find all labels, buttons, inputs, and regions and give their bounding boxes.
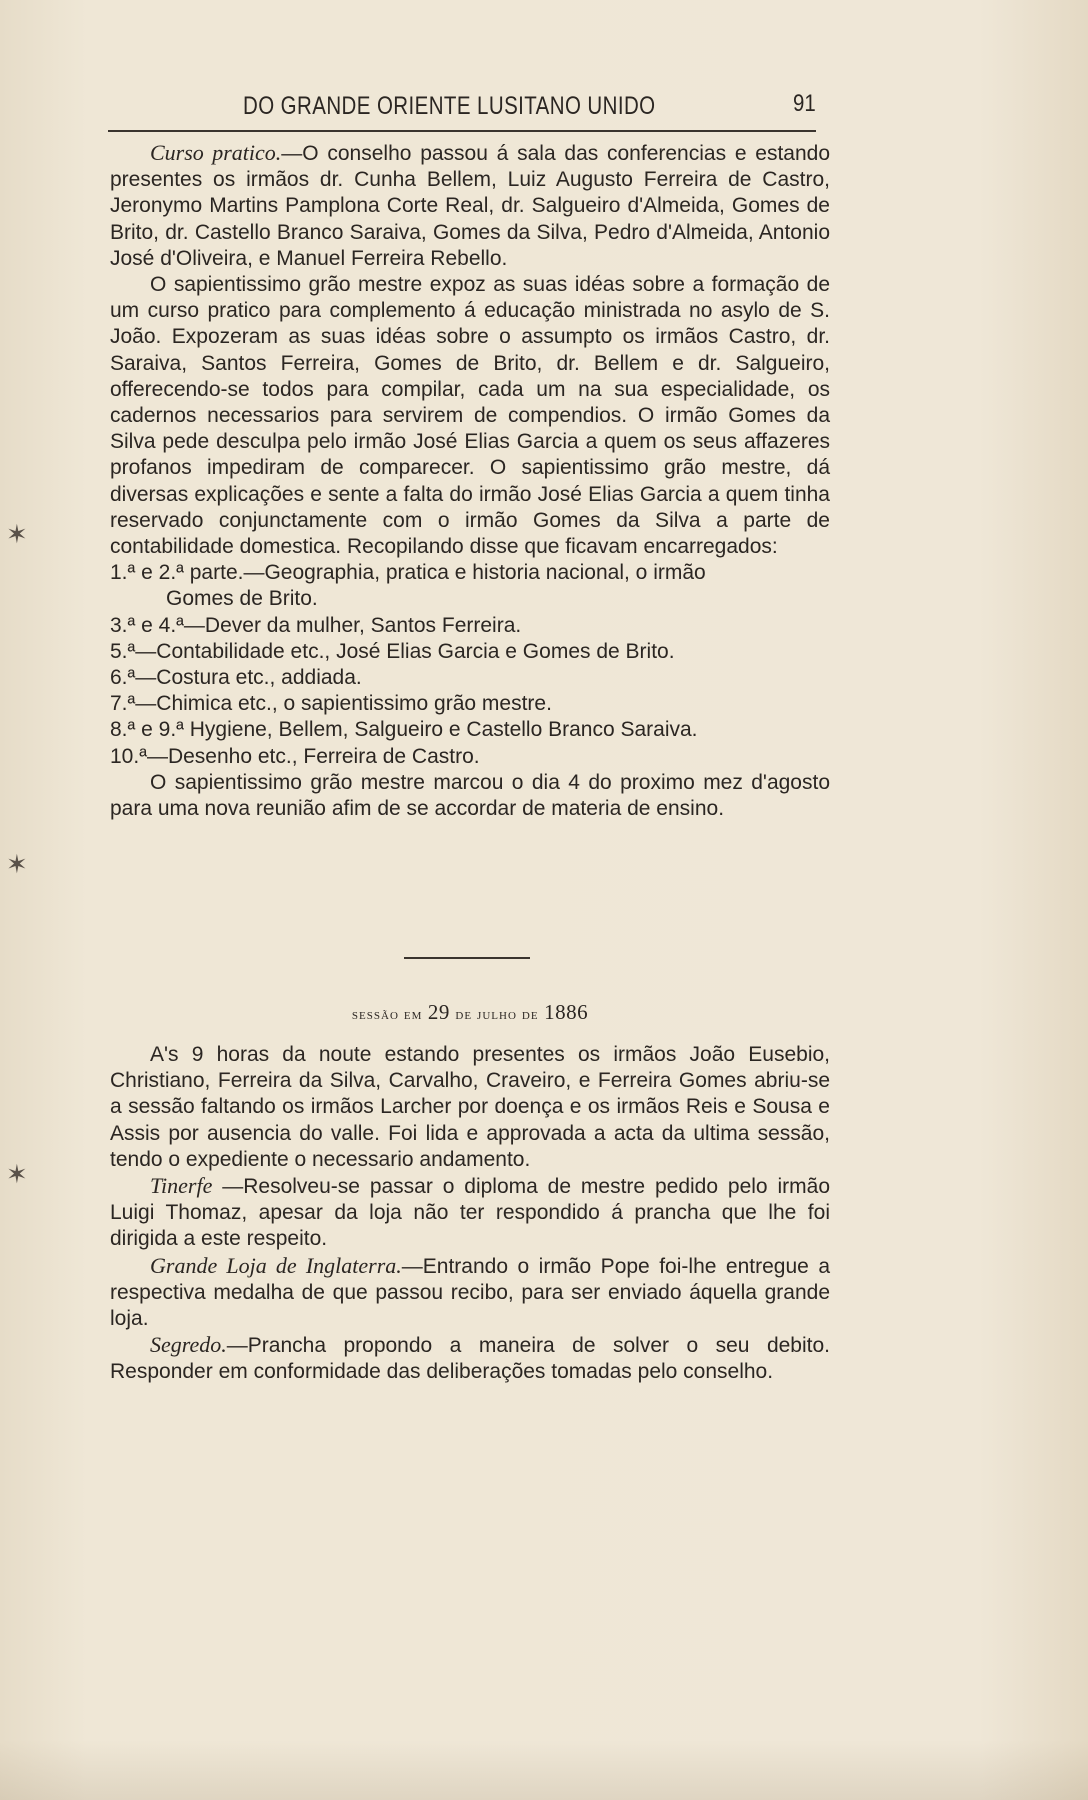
list-item-continuation: Gomes de Brito. — [166, 587, 318, 611]
list-item: 1.ª e 2.ª parte.—Geographia, pratica e historia nacional, o irmão — [110, 561, 706, 585]
session-heading — [110, 1000, 830, 1025]
paragraph — [110, 140, 830, 272]
list-item: 3.ª e 4.ª—Dever da mulher, Santos Ferreira. — [110, 613, 522, 637]
paragraph-title: Segredo. — [150, 1332, 227, 1358]
paragraph — [110, 1332, 830, 1385]
paragraph-title: Grande Loja de Inglaterra. — [150, 1252, 402, 1278]
page-number: 91 — [793, 90, 816, 117]
session-heading-part: sessão em — [351, 1006, 423, 1023]
list-item: 8.ª e 9.ª Hygiene, Bellem, Salgueiro e Castello Branco Saraiva. — [110, 718, 698, 742]
page-header — [108, 90, 816, 132]
paragraph: O sapientissimo grão mestre marcou o dia 4 do proximo mez d'agosto para uma nova reunião afim de se accordar de materia de ensino. — [110, 770, 830, 821]
paragraph: A's 9 horas da noute estando presentes os irmãos João Eusebio, Christiano, Ferreira da Silva, Carvalho, Craveiro, e Ferreira Gomes abriu-se a sessão faltando os irmãos Larcher por doença e os irmãos Reis e Sousa e Assis por ausencia do valle. Foi lida e approvada a acta da ultima sessão, tendo o expediente o necessario andamento. — [110, 1043, 830, 1171]
paragraph: O sapientissimo grão mestre expoz as suas idéas sobre a formação de um curso pratico para complemento á educação ministrada no asylo de S. João. Expozeram as suas idéas sobre o assumpto os irmãos Castro, dr. Saraiva, Santos Ferreira, Gomes de Brito, dr. Bellem e dr. Salgueiro, offerecendo-se todos para compilar, cada um na sua especialidade, os cadernos necessarios para servirem de compendios. O irmão Gomes da Silva pede desculpa pelo irmão José Elias Garcia a quem os seus affazeres profanos impediram de comparecer. O sapientissimo grão mestre, dá diversas explicações e sente a falta do irmão José Elias Garcia a quem tinha reservado conjunctamente com o irmão Gomes da Silva a parte de contabilidade domestica. Recopilando disse que ficavam encarregados: — [110, 273, 830, 559]
session-heading-part: de julho de — [455, 1006, 539, 1023]
paragraph-title: Curso pratico. — [150, 140, 282, 165]
paragraph-text: —Prancha propondo a maneira de solver o seu debito. Responder em conformidade das deliberações tomadas pelo conselho. — [110, 1334, 830, 1384]
binding-mark: ✶ — [6, 1160, 28, 1190]
assignment-list — [110, 560, 830, 770]
session-year: 1886 — [544, 1000, 589, 1024]
paragraph — [110, 1173, 830, 1253]
paragraph-text: —O conselho passou á sala das conferencias e estando presentes os irmãos dr. Cunha Bellem, Luiz Augusto Ferreira de Castro, Jeronymo Martins Pamplona Corte Real, dr. Salgueiro d'Almeida, Gomes de Brito, dr. Castello Branco Saraiva, Gomes da Silva, Pedro d'Almeida, Antonio José d'Oliveira, e Manuel Ferreira Rebello. — [110, 142, 830, 270]
running-head: DO GRANDE ORIENTE LUSITANO UNIDO — [243, 92, 656, 120]
section-curso-pratico — [110, 140, 830, 822]
binding-mark: ✶ — [6, 520, 28, 550]
paragraph — [110, 1253, 830, 1333]
section-divider — [404, 957, 530, 959]
list-item: 5.ª—Contabilidade etc., José Elias Garcia e Gomes de Brito. — [110, 639, 675, 663]
list-item: 10.ª—Desenho etc., Ferreira de Castro. — [110, 744, 480, 768]
section-sessao — [110, 1042, 830, 1386]
paragraph-title: Tinerfe — [150, 1173, 213, 1199]
binding-mark: ✶ — [6, 850, 28, 880]
session-day: 29 — [427, 1000, 450, 1024]
page-edge-shadow — [0, 1740, 1088, 1800]
paragraph-text: —Entrando o irmão Pope foi-lhe entregue a respectiva medalha de que passou recibo, para ser enviado áquella grande loja. — [110, 1254, 831, 1331]
list-item: 7.ª—Chimica etc., o sapientissimo grão mestre. — [110, 692, 552, 716]
list-item: 6.ª—Costura etc., addiada. — [110, 666, 362, 690]
paragraph-text: —Resolveu-se passar o diploma de mestre pedido pelo irmão Luigi Thomaz, apesar da loja não ter respondido á prancha que lhe foi dirigida a este respeito. — [110, 1175, 830, 1251]
